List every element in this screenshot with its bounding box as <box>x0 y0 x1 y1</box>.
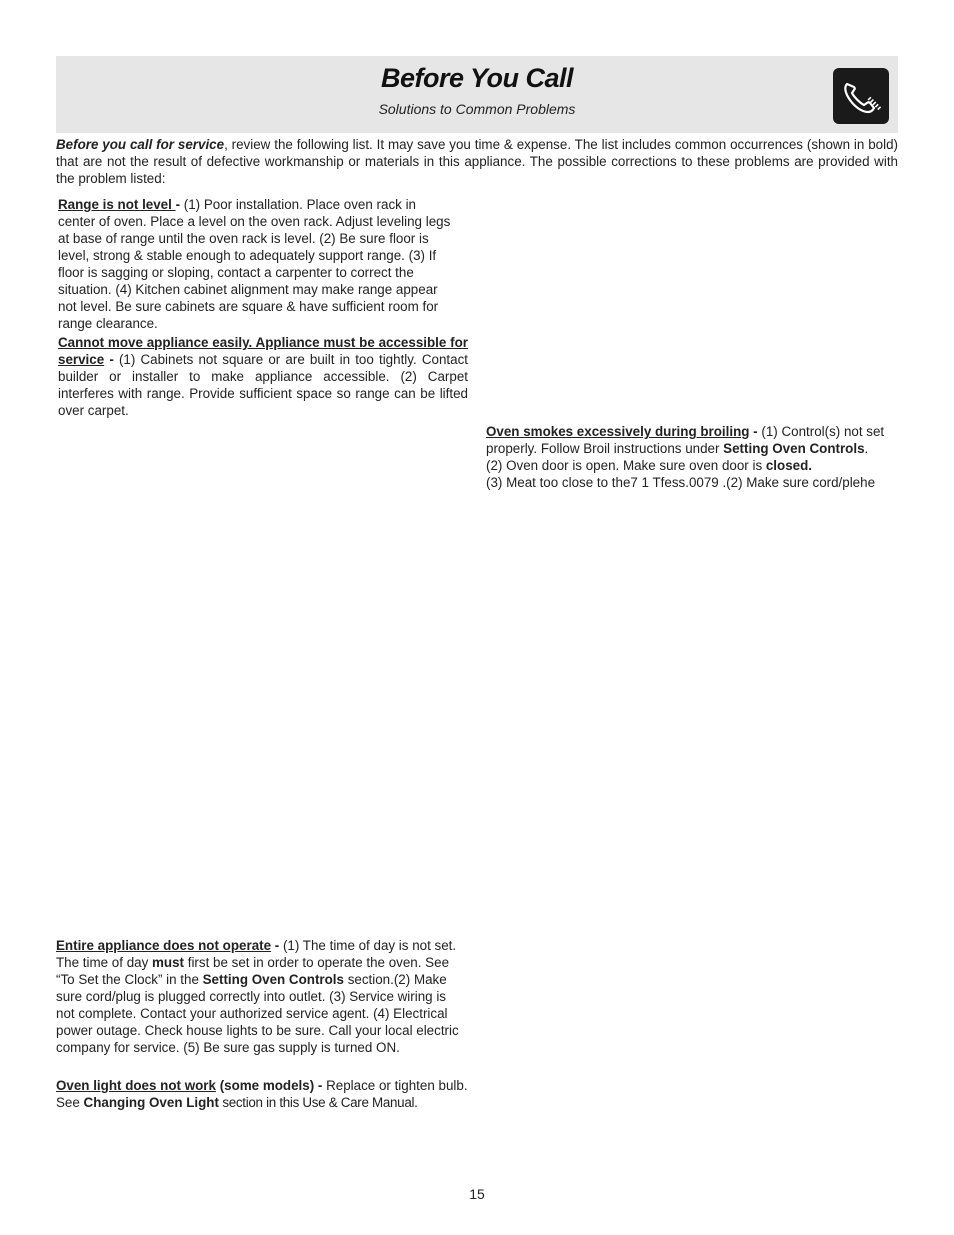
entry-bold: must <box>152 955 185 970</box>
entry-dash: - <box>749 424 758 439</box>
entry-text: (1) Cabinets not square or are built in too tightly. Contact builder or installer to make appliance accessible. (2) Carpet interferes with range. Provide sufficient space so range can be lifted over carpet. <box>58 352 468 418</box>
entry-heading: Entire appliance does not operate <box>56 938 272 953</box>
entry-text: section in this Use & Care Manual. <box>218 1095 418 1110</box>
intro-text: , review the following list. It may save you time & expense. The list includes common occurrences (shown in bold) that are not the result of defective workmanship or materials in this appliance. The possible corrections to these problems are provided with the problem listed: <box>56 137 898 186</box>
entry-heading: Oven light does not work <box>56 1078 216 1093</box>
intro-paragraph <box>56 136 898 187</box>
entry-text: (3) Meat too close to the7 1 Tfess.0079 .(2) Make sure cord/plehe <box>486 475 876 490</box>
entry-text: Replace or tighten bulb. See <box>56 1078 468 1110</box>
entry-range-not-level <box>58 196 452 332</box>
entry-heading: Oven smokes excessively during broiling <box>486 424 750 439</box>
intro-lead: Before you call for service <box>56 137 225 152</box>
phone-icon <box>833 68 889 124</box>
entry-dash: - <box>271 938 280 953</box>
entry-text: (1) Poor installation. Place oven rack in center of oven. Place a level on the oven rack. Adjust leveling legs at base of range until the oven rack is level. (2) Be sure floor is level, strong & stable enough to adequately support range. (3) If floor is sagging or sloping, contact a carpenter to correct the situation. (4) Kitchen cabinet alignment may make range appear not level. Be sure cabinets are square & have sufficient room for range clearance. <box>58 197 451 331</box>
entry-oven-smokes <box>486 423 886 491</box>
entry-dash: - <box>175 197 181 212</box>
entry-bold: Setting Oven Controls <box>202 972 344 987</box>
entry-text: first be set in order to operate the oven. See “To Set the Clock” in the <box>56 955 450 987</box>
entry-bold: closed. <box>765 458 813 473</box>
entry-bold: Setting Oven Controls <box>723 441 865 456</box>
entry-heading: Cannot move appliance easily. Appliance must be accessible for service <box>58 335 468 367</box>
page-header <box>56 56 898 133</box>
entry-bold: Changing Oven Light <box>83 1095 219 1110</box>
entry-text: . (2) Oven door is open. Make sure oven door is <box>486 441 869 473</box>
entry-heading: Range is not level <box>58 197 176 212</box>
entry-text: (1) Control(s) not set properly. Follow Broil instructions under <box>486 424 885 456</box>
page-title: Before You Call <box>380 63 574 93</box>
entry-oven-light <box>56 1077 468 1111</box>
entry-entire-appliance <box>56 937 466 1056</box>
entry-cannot-move <box>58 334 468 419</box>
entry-bold: (some models) - <box>215 1078 323 1093</box>
entry-dash: - <box>104 352 114 367</box>
page-number: 15 <box>469 1186 485 1202</box>
entry-text: section.(2) Make sure cord/plug is plugged correctly into outlet. (3) Service wiring is not complete. Contact your authorized service agent. (4) Electrical power outage. Check house lights to be sure. Call your local electric company for service. (5) Be sure gas supply is turned ON. <box>56 972 459 1055</box>
entry-text: (1) The time of day is not set. The time of day <box>56 938 457 970</box>
page-subtitle: Solutions to Common Problems <box>378 101 576 117</box>
